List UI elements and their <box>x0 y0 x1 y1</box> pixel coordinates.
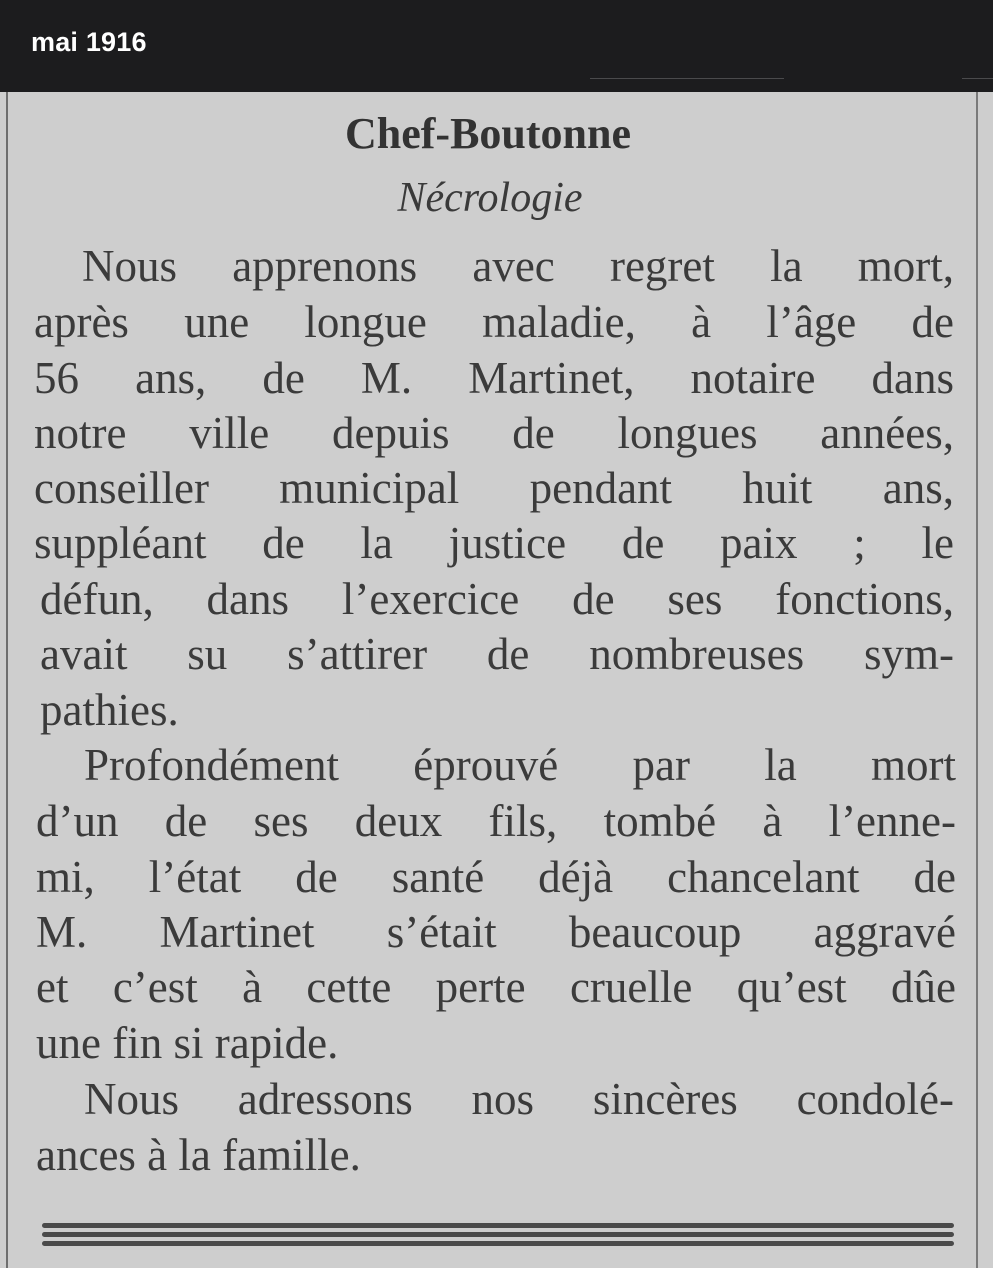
top-divider-right <box>962 78 993 79</box>
article-line: M. Martinet s’était beaucoup aggravé <box>36 907 956 957</box>
newspaper-clipping <box>0 92 993 1268</box>
article-line: notre ville depuis de longues années, <box>34 408 954 458</box>
section-divider <box>42 1232 954 1237</box>
article-line: après une longue maladie, à l’âge de <box>34 297 954 347</box>
top-divider-left <box>590 78 784 79</box>
article-line: Profondément éprouvé par la mort <box>84 740 956 790</box>
article-line: pathies. <box>40 685 179 735</box>
article-line: 56 ans, de M. Martinet, notaire dans <box>34 353 954 403</box>
article-subtitle: Nécrologie <box>397 175 583 221</box>
article-line: ances à la famille. <box>36 1130 361 1180</box>
article-line: une fin si rapide. <box>36 1018 339 1068</box>
section-divider <box>42 1223 954 1228</box>
article-line: Nous apprenons avec regret la mort, <box>82 241 954 291</box>
article-line: Nous adressons nos sincères condolé- <box>84 1074 954 1124</box>
column-rule-right <box>976 92 978 1268</box>
article-line: défun, dans l’exercice de ses fonctions, <box>40 574 954 624</box>
article-title: Chef-Boutonne <box>344 109 632 158</box>
article-line: mi, l’état de santé déjà chancelant de <box>36 852 956 902</box>
article-line: conseiller municipal pendant huit ans, <box>34 463 954 513</box>
section-divider <box>42 1241 954 1246</box>
date-title: mai 1916 <box>31 27 147 57</box>
column-rule-left <box>6 92 8 1268</box>
top-bar <box>0 0 993 92</box>
article-line: suppléant de la justice de paix ; le <box>34 518 954 568</box>
article-line: d’un de ses deux fils, tombé à l’enne- <box>36 796 956 846</box>
article-line: et c’est à cette perte cruelle qu’est dûe <box>36 962 956 1012</box>
article-line: avait su s’attirer de nombreuses sym- <box>40 629 954 679</box>
